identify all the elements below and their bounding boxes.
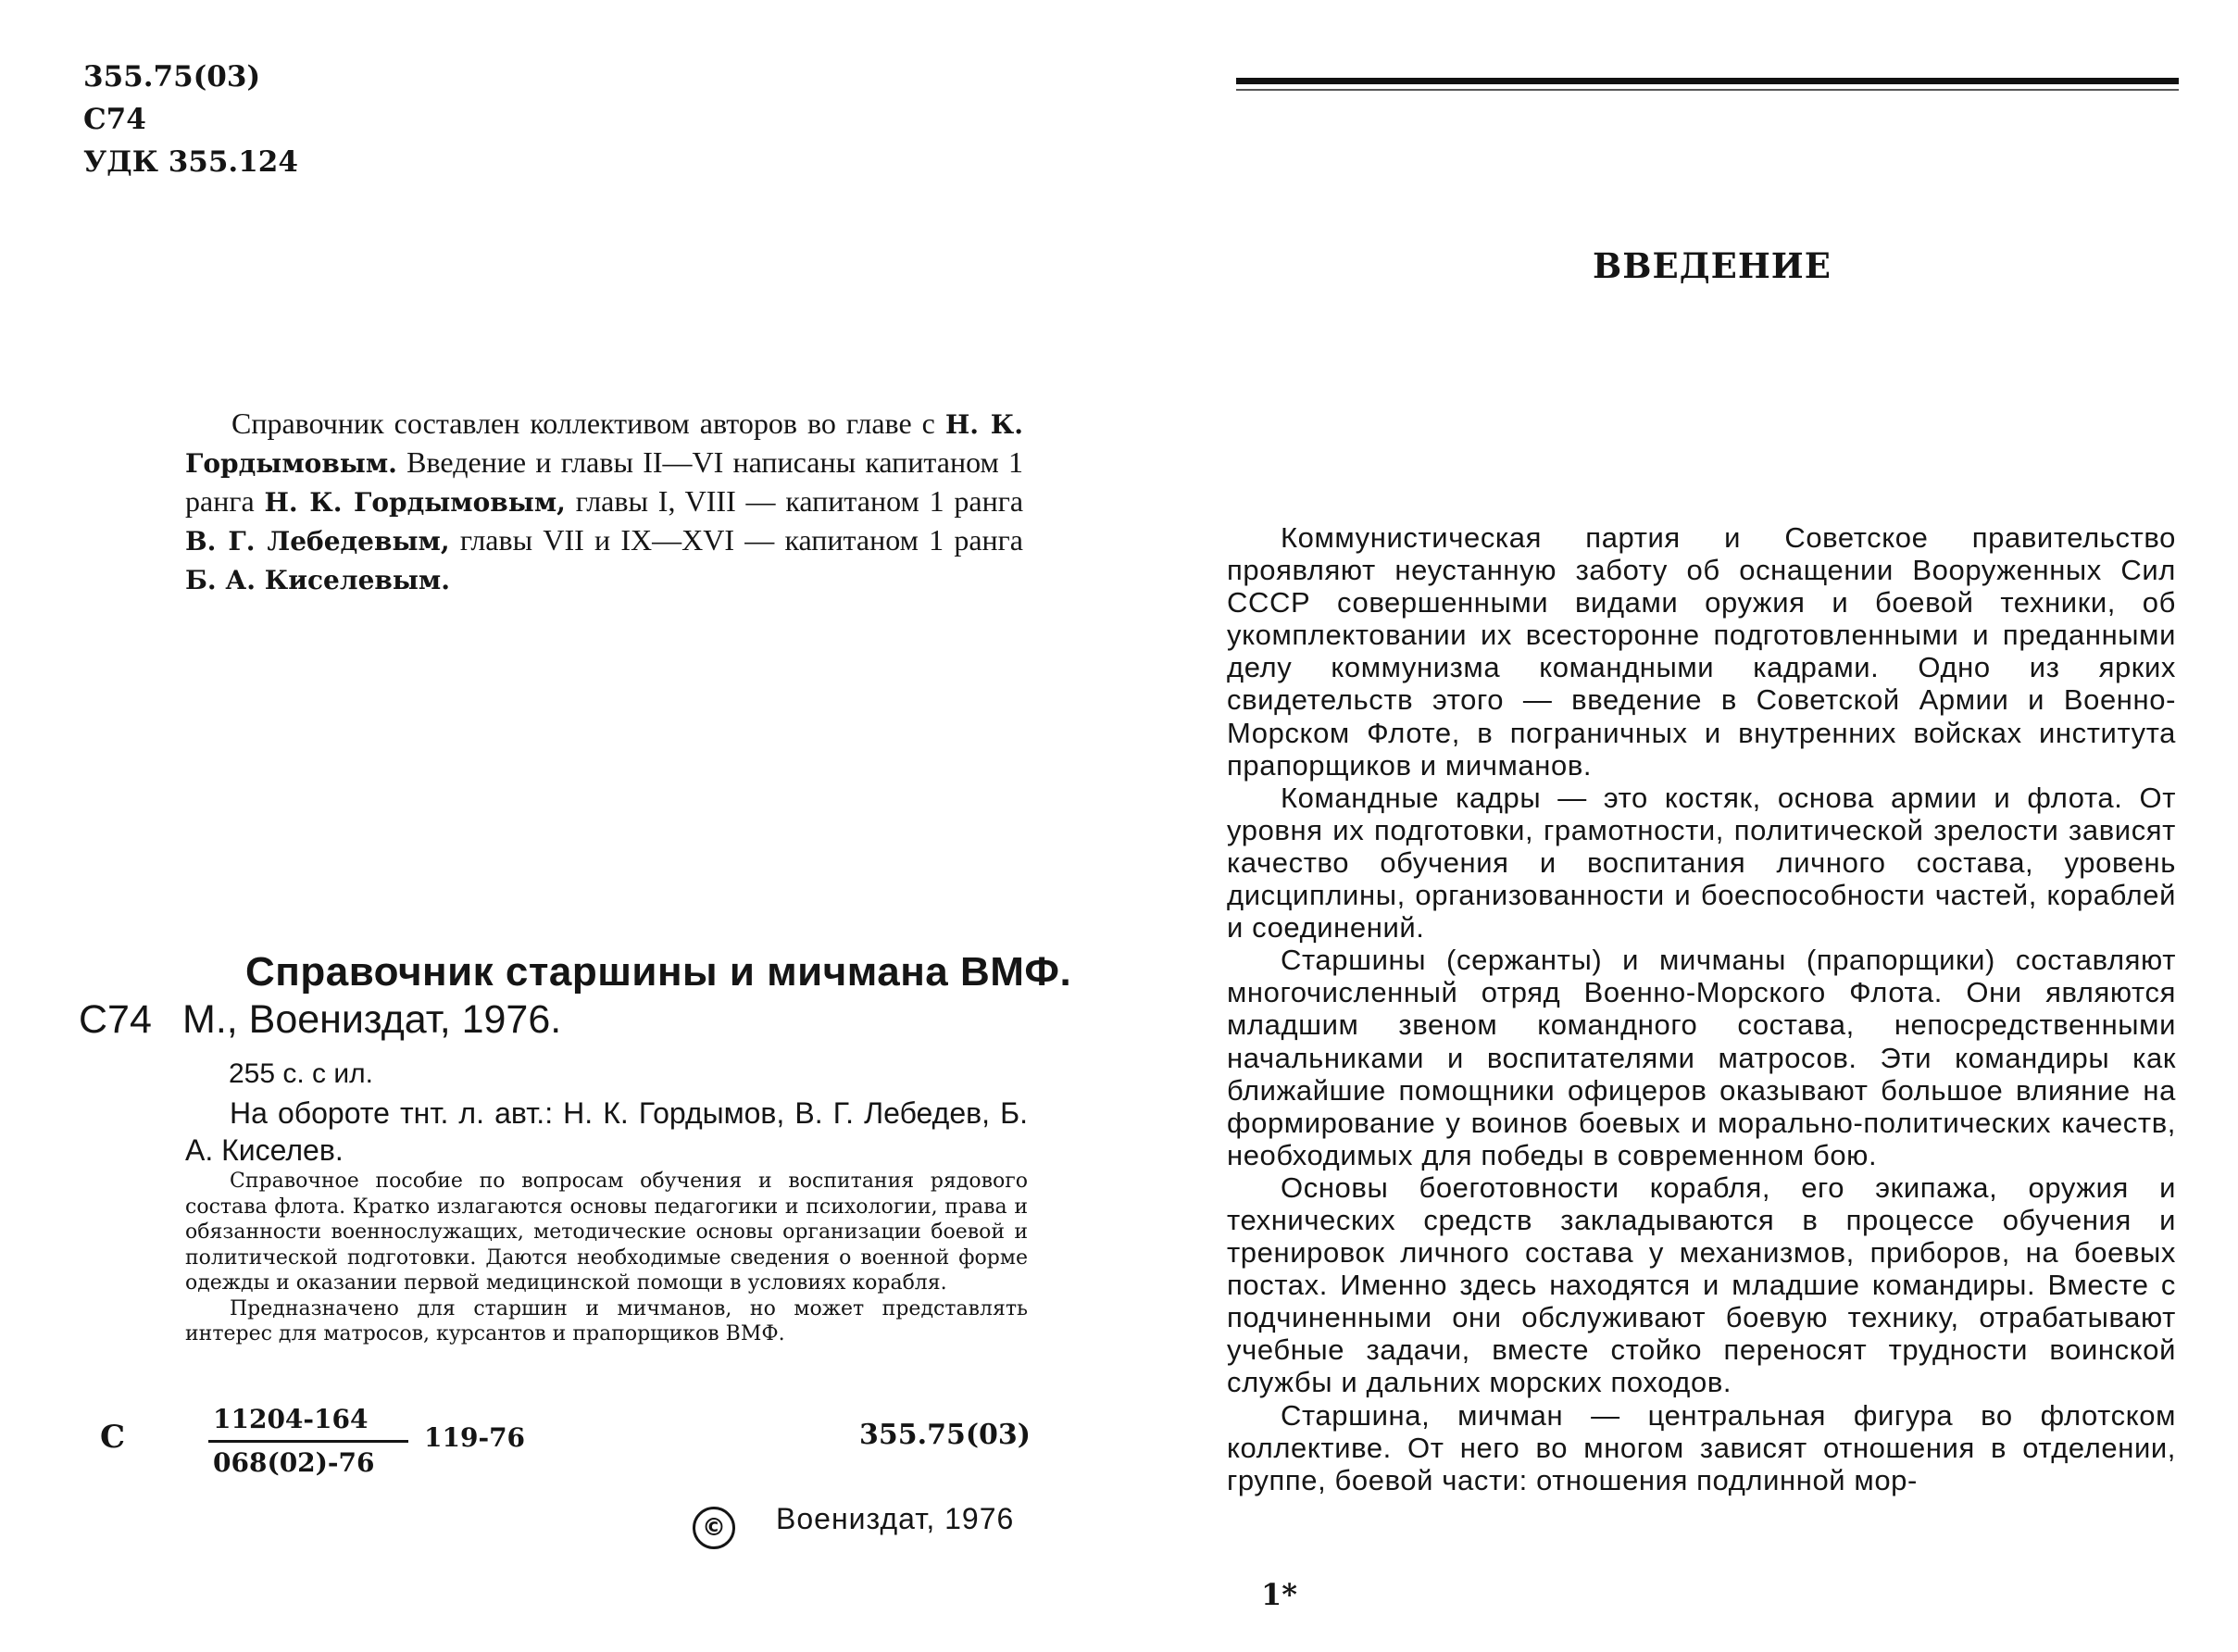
author-name: В. Г. Лебедевым, <box>185 526 450 557</box>
authors-note <box>185 405 1023 599</box>
authors-text: Справочник составлен коллективом авторов во главе с <box>231 407 945 440</box>
authors-text: главы VII и IX—XVI — капитаном 1 ранга <box>449 523 1024 557</box>
price-letter: С <box>100 1419 126 1456</box>
book-title: Справочник старшины и мичмана ВМФ. <box>245 949 1072 995</box>
body-paragraph: Старшина, мичман — центральная фигура во флотском коллективе. От него во многом зависят отношения в отделении, группе, боевой части: отношения подлинной мор- <box>1227 1398 2176 1496</box>
annotation-paragraph: Справочное пособие по вопросам обучения и воспитания рядового состава флота. Кратко излагаются основы педагогики и психологии, права и обязанности военнослужащих, методические основы организации боевой и политической подготовки. Даются необходимые сведения о военной форме одежды и оказании первой медицинской помощи в условиях корабля. <box>185 1170 1028 1295</box>
authors-text: главы I, VIII — капитаном 1 ранга <box>565 484 1024 518</box>
price-series: 119-76 <box>424 1422 526 1453</box>
author-name: Б. А. Киселевым. <box>185 565 450 595</box>
card-udc: 355.75(03) <box>859 1419 1031 1451</box>
copyright-text: Воениздат, 1976 <box>776 1502 1015 1535</box>
card-pages: 255 с. с ил. <box>229 1058 373 1089</box>
chapter-title: ВВЕДЕНИЕ <box>1593 245 1832 286</box>
header-rule-thin <box>1236 89 2179 91</box>
body-paragraph: Старшины (сержанты) и мичманы (прапорщики) составляют многочисленный отряд Военно-Морского Флота. Они являются младшим звеном командного состава, непосредственными начальниками и воспитателями матросов. Эти командиры как ближайшие помощники офицеров оказывают большое влияние на формирование у воинов боевых и морально-политических качеств, необходимых для победы в современном бою. <box>1227 944 2176 1171</box>
authors-text: Введение и главы II—VI написаны капитаном 1 ранга <box>185 445 1023 518</box>
card-index: С74 <box>79 997 152 1042</box>
copyright-icon: © <box>693 1507 735 1549</box>
body-paragraph: Командные кадры — это костяк, основа армии и флота. От уровня их подготовки, грамотности, политической зрелости зависят качество обучения и воспитания личного состава, уровень дисциплины, организованности и боеспособности частей, кораблей и соединений. <box>1227 781 2176 945</box>
body-paragraph: Основы боеготовности корабля, его экипажа, оружия и технических средств закладываются в процессе обучения и тренировок личного состава у механизмов, приборов, на боевых постах. Именно здесь находятся и младшие командиры. Вместе с подчиненными они обслуживают боевую технику, отрабатывают учебные задачи, вместе стойко переносят трудности воинской службы и дальних морских походов. <box>1227 1170 2176 1399</box>
annotation-paragraph: Предназначено для старшин и мичманов, но может представлять интерес для матросов, курсантов и прапорщиков ВМФ. <box>185 1296 1028 1345</box>
author-name: Н. К. Гордымовым, <box>264 487 566 518</box>
fraction-rule <box>208 1440 408 1443</box>
udc-code: УДК 355.124 <box>83 145 298 179</box>
catalog-codes <box>83 56 298 183</box>
bbk-code: 355.75(03) <box>83 60 261 94</box>
card-reverse-authors: На обороте тнт. л. авт.: Н. К. Гордымов, В. Г. Лебедев, Б. А. Киселев. <box>185 1096 1028 1167</box>
card-annotation <box>185 1169 1028 1347</box>
author-name: Н. К. Гордымовым. <box>185 409 1024 479</box>
header-rule <box>1236 78 2179 84</box>
body-paragraph: Коммунистическая партия и Советское правительство проявляют неустанную заботу об оснащении Вооруженных Сил СССР совершенными видами оружия и боевой техники, об укомплектовании их всесторонне подготовленными и преданными делу коммунизма командными кадрами. Одно из ярких свидетельств этого — введение в Советской Армии и Военно-Морском Флоте, в пограничных и внутренних войсках института прапорщиков и мичманов. <box>1227 521 2176 782</box>
price-numerator: 11204-164 <box>213 1404 369 1434</box>
card-imprint: М., Воениздат, 1976. <box>182 997 562 1042</box>
price-denominator: 068(02)-76 <box>213 1447 375 1478</box>
introduction-text <box>1227 521 2176 1496</box>
author-mark: С74 <box>83 103 146 136</box>
signature-mark: 1* <box>1261 1577 1297 1612</box>
